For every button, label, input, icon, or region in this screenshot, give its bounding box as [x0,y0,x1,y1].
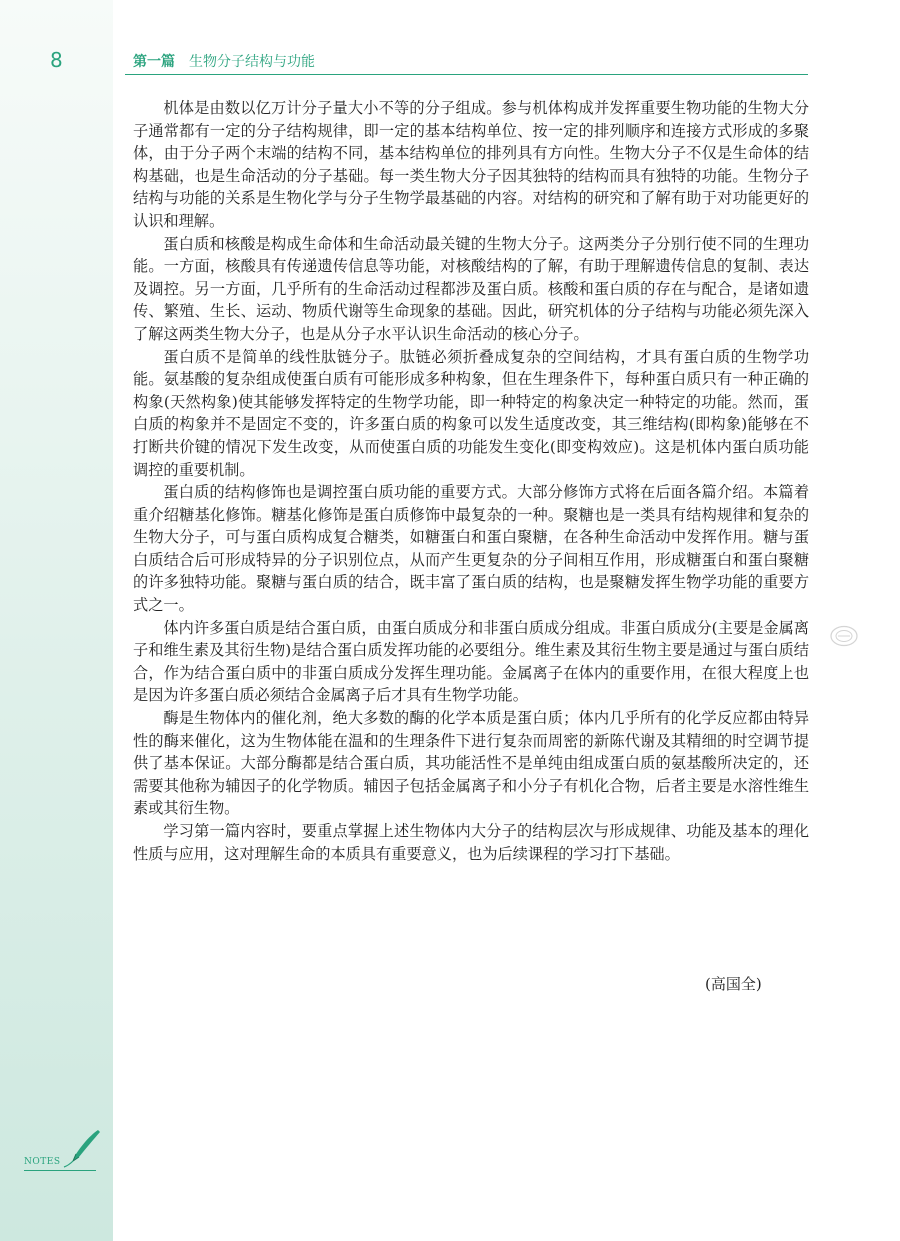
running-head [133,51,315,71]
seal-mark-icon [829,624,859,648]
notes-marker [24,1128,104,1176]
paragraph: 蛋白质不是简单的线性肽链分子。肽链必须折叠成复杂的空间结构，才具有蛋白质的生物学功能。氨基酸的复杂组成使蛋白质有可能形成多种构象，但在生理条件下，每种蛋白质只有一种正确的构象(天然构象)使其能够发挥特定的生物学功能，即一种特定的构象决定一种特定的功能。然而，蛋白质的构象并不是固定不变的，许多蛋白质的构象可以发生适度改变，其三维结构(即构象)能够在不打断共价键的情况下发生改变，从而使蛋白质的功能发生变化(即变构效应)。这是机体内蛋白质功能调控的重要机制。 [133,347,809,479]
margin-strip [0,0,113,1241]
notes-underline [24,1170,96,1171]
paragraph: 酶是生物体内的催化剂，绝大多数的酶的化学本质是蛋白质；体内几乎所有的化学反应都由特异性的酶来催化，这为生物体能在温和的生理条件下进行复杂而周密的新陈代谢及其精细的时空调节提供了基本保证。大部分酶都是结合蛋白质，其功能活性不是单纯由组成蛋白质的氨基酸所决定的，还需要其他称为辅因子的化学物质。辅因子包括金属离子和小分子有机化合物，后者主要是水溶性维生素或其衍生物。 [133,709,809,818]
paragraph: 蛋白质和核酸是构成生命体和生命活动最关键的生物大分子。这两类分子分别行使不同的生理功能。一方面，核酸具有传递遗传信息等功能，对核酸结构的了解，有助于理解遗传信息的复制、表达及调控。另一方面，几乎所有的生命活动过程都涉及蛋白质。核酸和蛋白质的存在与配合，是诸如遗传、繁殖、生长、运动、物质代谢等生命现象的基础。因此，研究机体的分子结构与功能必须先深入了解这两类生物大分子，也是从分子水平认识生命活动的核心分子。 [133,234,809,343]
notes-label: NOTES [24,1157,61,1167]
paragraph: 蛋白质的结构修饰也是调控蛋白质功能的重要方式。大部分修饰方式将在后面各篇介绍。本篇着重介绍糖基化修饰。糖基化修饰是蛋白质修饰中最复杂的一种。聚糖也是一类具有结构规律和复杂的生物大分子，可与蛋白质构成复合糖类，如糖蛋白和蛋白聚糖，在各种生命活动中发挥作用。糖与蛋白质结合后可形成特异的分子识别位点，从而产生更复杂的分子间相互作用，形成糖蛋白和蛋白聚糖的许多独特功能。聚糖与蛋白质的结合，既丰富了蛋白质的结构，也是聚糖发挥生物学功能的重要方式之一。 [133,483,809,615]
pen-icon [62,1128,102,1170]
paragraph: 学习第一篇内容时，要重点掌握上述生物体内大分子的结构层次与形成规律、功能及基本的理化性质与应用，这对理解生命的本质具有重要意义，也为后续课程的学习打下基础。 [133,822,809,863]
body-text [133,97,809,865]
author-credit: (高国全) [705,975,762,993]
part-title: 生物分子结构与功能 [189,54,315,70]
header-rule [125,74,808,75]
part-label: 第一篇 [133,54,175,70]
paragraph: 机体是由数以亿万计分子量大小不等的分子组成。参与机体构成并发挥重要生物功能的生物大分子通常都有一定的分子结构规律，即一定的基本结构单位、按一定的排列顺序和连接方式形成的多聚体，由于分子两个末端的结构不同，基本结构单位的排列具有方向性。生物大分子不仅是生命体的结构基础，也是生命活动的分子基础。每一类生物大分子因其独特的结构而具有独特的功能。生物分子结构与功能的关系是生物化学与分子生物学最基础的内容。对结构的研究和了解有助于对功能更好的认识和理解。 [133,99,809,230]
page-number: 8 [50,48,63,72]
paragraph: 体内许多蛋白质是结合蛋白质，由蛋白质成分和非蛋白质成分组成。非蛋白质成分(主要是金属离子和维生素及其衍生物)是结合蛋白质发挥功能的必要组分。维生素及其衍生物主要是通过与蛋白质结合，作为结合蛋白质中的非蛋白质成分发挥生理功能。金属离子在体内的重要作用，在很大程度上也是因为许多蛋白质必须结合金属离子后才具有生物学功能。 [133,618,809,705]
